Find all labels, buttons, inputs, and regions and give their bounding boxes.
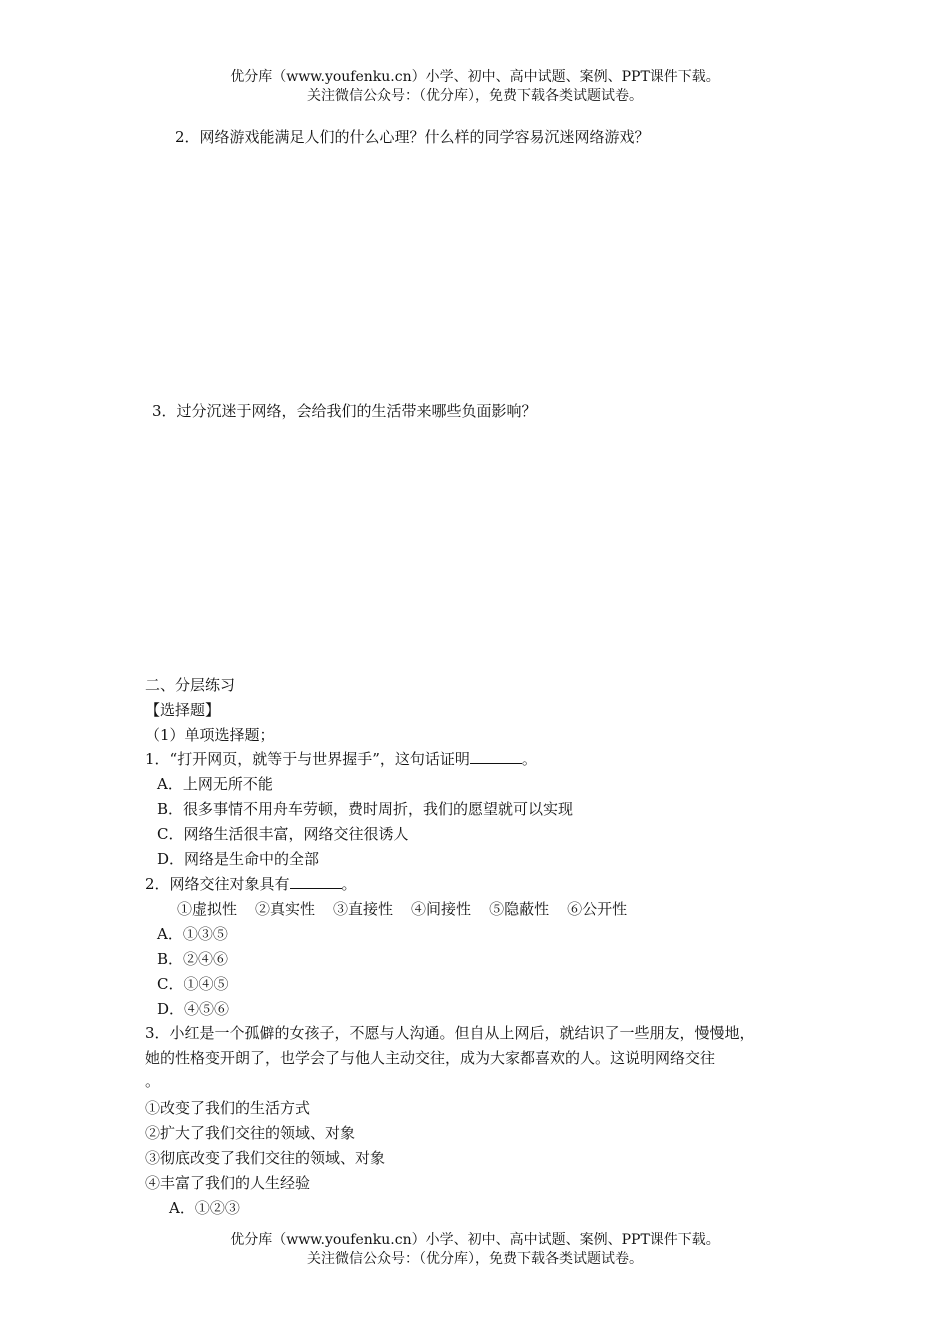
mc-q2-option-a: A．①③⑤: [157, 925, 228, 943]
answer-blank: [470, 749, 522, 764]
mc-q1-stem-end: 。: [521, 750, 537, 768]
mc-q3-statement-2: ②扩大了我们交往的领域、对象: [145, 1124, 356, 1142]
mc-q1-option-a: A．上网无所不能: [157, 775, 273, 793]
question-3-text: 3．过分沉迷于网络，会给我们的生活带来哪些负面影响？: [152, 402, 537, 420]
mc-q2-stem-text: 2．网络交往对象具有: [145, 875, 290, 893]
mc-q1-option-b: B．很多事情不用舟车劳顿，费时周折，我们的愿望就可以实现: [157, 800, 574, 818]
header-line-2: 关注微信公众号：（优分库），免费下载各类试题试卷。: [307, 88, 643, 104]
mc-q1-option-d: D．网络是生命中的全部: [157, 850, 320, 868]
mc-q2-item: ①虚拟性: [177, 900, 238, 918]
mc-q3-option-a: A．①②③: [169, 1199, 240, 1217]
header-line-1: 优分库（www.youfenku.cn）小学、初中、高中试题、案例、PPT课件下载。: [230, 69, 720, 85]
mc-q2-stem: [145, 874, 357, 894]
mc-q2-option-c: C．①④⑤: [157, 975, 229, 993]
mc-q2-option-b: B．②④⑥: [157, 950, 229, 968]
mc-q2-item: ②真实性: [255, 900, 316, 918]
mc-q3-stem-line-1: 3．小红是一个孤僻的女孩子，不愿与人沟通。但自从上网后，就结识了一些朋友，慢慢地，: [145, 1024, 755, 1042]
mc-q1-option-c: C．网络生活很丰富，网络交往很诱人: [157, 825, 409, 843]
mc-q2-item: ⑥公开性: [567, 900, 628, 918]
mc-q3-statement-3: ③彻底改变了我们交往的领域、对象: [145, 1149, 386, 1167]
mc-q3-stem-line-2: 她的性格变开朗了，也学会了与他人主动交往，成为大家都喜欢的人。这说明网络交往: [145, 1049, 716, 1067]
mc-q2-item: ③直接性: [333, 900, 394, 918]
mc-q3-statement-1: ①改变了我们的生活方式: [145, 1099, 311, 1117]
mc-q2-item: ④间接性: [411, 900, 472, 918]
mc-q2-option-d: D．④⑤⑥: [157, 1000, 230, 1018]
mc-q2-item: ⑤隐蔽性: [489, 900, 550, 918]
mc-q2-item-list: [177, 899, 627, 919]
mc-q1-stem-text: 1．“打开网页，就等于与世界握手”，这句话证明: [145, 750, 470, 768]
answer-blank: [290, 874, 342, 889]
mc-q3-stem-line-3: 。: [145, 1072, 161, 1090]
section-title: 二、分层练习: [145, 676, 236, 694]
choice-heading: 【选择题】: [145, 701, 221, 719]
footer-line-1: 优分库（www.youfenku.cn）小学、初中、高中试题、案例、PPT课件下载。: [230, 1232, 720, 1248]
single-choice-heading: （1）单项选择题；: [145, 726, 275, 744]
mc-q2-stem-end: 。: [341, 875, 357, 893]
question-2-text: 2．网络游戏能满足人们的什么心理？什么样的同学容易沉迷网络游戏？: [175, 128, 650, 146]
mc-q3-statement-4: ④丰富了我们的人生经验: [145, 1174, 311, 1192]
mc-q1-stem: [145, 749, 537, 769]
footer-line-2: 关注微信公众号：（优分库），免费下载各类试题试卷。: [307, 1251, 643, 1267]
